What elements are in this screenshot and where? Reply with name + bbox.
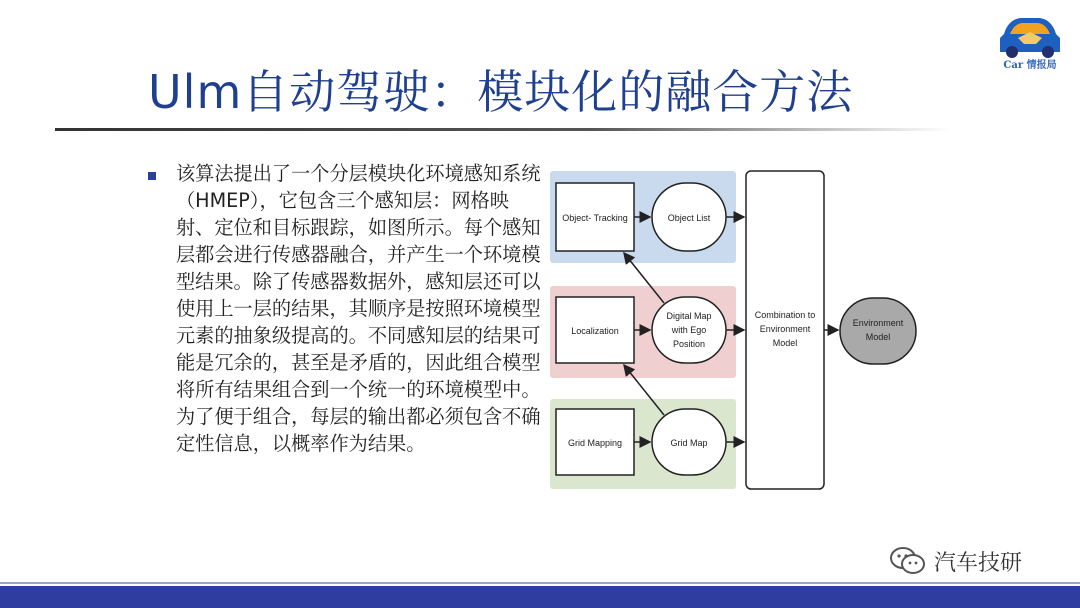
environment-model-label-2: Model (865, 332, 891, 342)
object-list-label: Object List (667, 213, 711, 223)
bullet-marker (148, 172, 156, 180)
logo-text: Car 情报局 (1003, 60, 1057, 71)
environment-model-node (840, 298, 916, 364)
bullet-paragraph: 该算法提出了一个分层模块化环境感知系统（HMEP），它包含三个感知层：网格映射、定位和目标跟踪，如图所示。每个感知层都会进行传感器融合，并产生一个环境模型结果。除了传感器数据外，感知层还可以使用上一层的结果，其顺序是按照环境模型元素的抽象级提高的。不同感知层的结果可能是冗余的，甚至是矛盾的，因此组合模型将所有结果组合到一个统一的环境模型中。为了便于组合，每层的输出都必须包含不确定性信息，以概率作为结果。 (176, 162, 541, 455)
combination-label-2: Environment (759, 324, 811, 334)
digital-map-label-2: with Ego (671, 325, 707, 335)
localization-label: Localization (571, 326, 619, 336)
watermark (888, 543, 1022, 579)
title-divider (55, 128, 950, 131)
digital-map-label-3: Position (672, 339, 706, 349)
combination-label-3: Model (772, 338, 798, 348)
digital-map-label-1: Digital Map (666, 311, 712, 321)
grid-mapping-label: Grid Mapping (567, 438, 623, 448)
grid-map-label: Grid Map (670, 438, 708, 448)
slide-title: Ulm自动驾驶：模块化的融合方法 (148, 65, 854, 119)
watermark-text: 汽车技研 (934, 550, 1023, 576)
combination-label-1: Combination to (754, 310, 816, 320)
environment-model-label-1: Environment (852, 318, 904, 328)
footer-line (0, 582, 1080, 584)
footer-bar (0, 586, 1080, 608)
hmep-diagram (548, 165, 920, 497)
object-tracking-label: Object- Tracking (562, 213, 628, 223)
wechat-icon (888, 545, 928, 577)
